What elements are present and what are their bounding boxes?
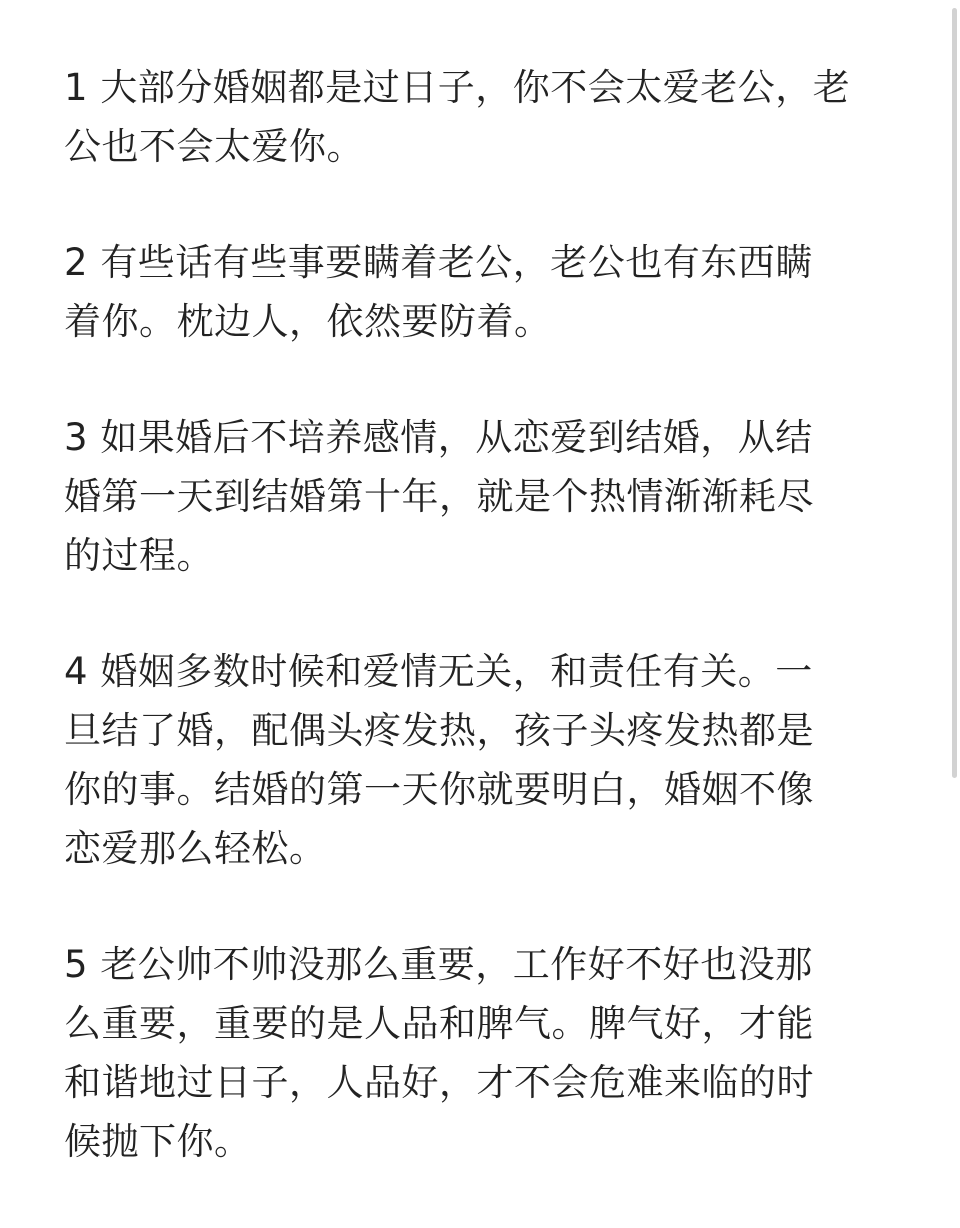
paragraph-number: 5 <box>64 943 89 986</box>
vertical-scrollbar[interactable] <box>952 8 957 778</box>
article-body <box>64 58 884 1228</box>
paragraph-text: 老公帅不帅没那么重要，工作好不好也没那 么重要，重要的是人品和脾气。脾气好，才能 和谐地过日子，人品好，才不会危难来临的时 候抛下你。 <box>64 943 814 1163</box>
paragraph-text: 有些话有些事要瞒着老公，老公也有东西瞒 着你。枕边人，依然要防着。 <box>64 241 813 343</box>
paragraph-3 <box>64 408 884 585</box>
paragraph-4 <box>64 642 884 878</box>
paragraph-2 <box>64 233 884 351</box>
paragraph-number: 2 <box>64 241 89 284</box>
paragraph-number: 4 <box>64 650 89 693</box>
paragraph-number: 1 <box>64 66 89 109</box>
paragraph-number: 3 <box>64 416 89 459</box>
paragraph-text: 婚姻多数时候和爱情无关，和责任有关。一 旦结了婚，配偶头疼发热，孩子头疼发热都是 你的事。结婚的第一天你就要明白，婚姻不像 恋爱那么轻松。 <box>64 650 814 870</box>
paragraph-text: 大部分婚姻都是过日子，你不会太爱老公，老 公也不会太爱你。 <box>64 66 851 168</box>
paragraph-5 <box>64 935 884 1171</box>
paragraph-text: 如果婚后不培养感情，从恋爱到结婚，从结 婚第一天到结婚第十年，就是个热情渐渐耗尽 的过程。 <box>64 416 814 577</box>
paragraph-1 <box>64 58 884 176</box>
